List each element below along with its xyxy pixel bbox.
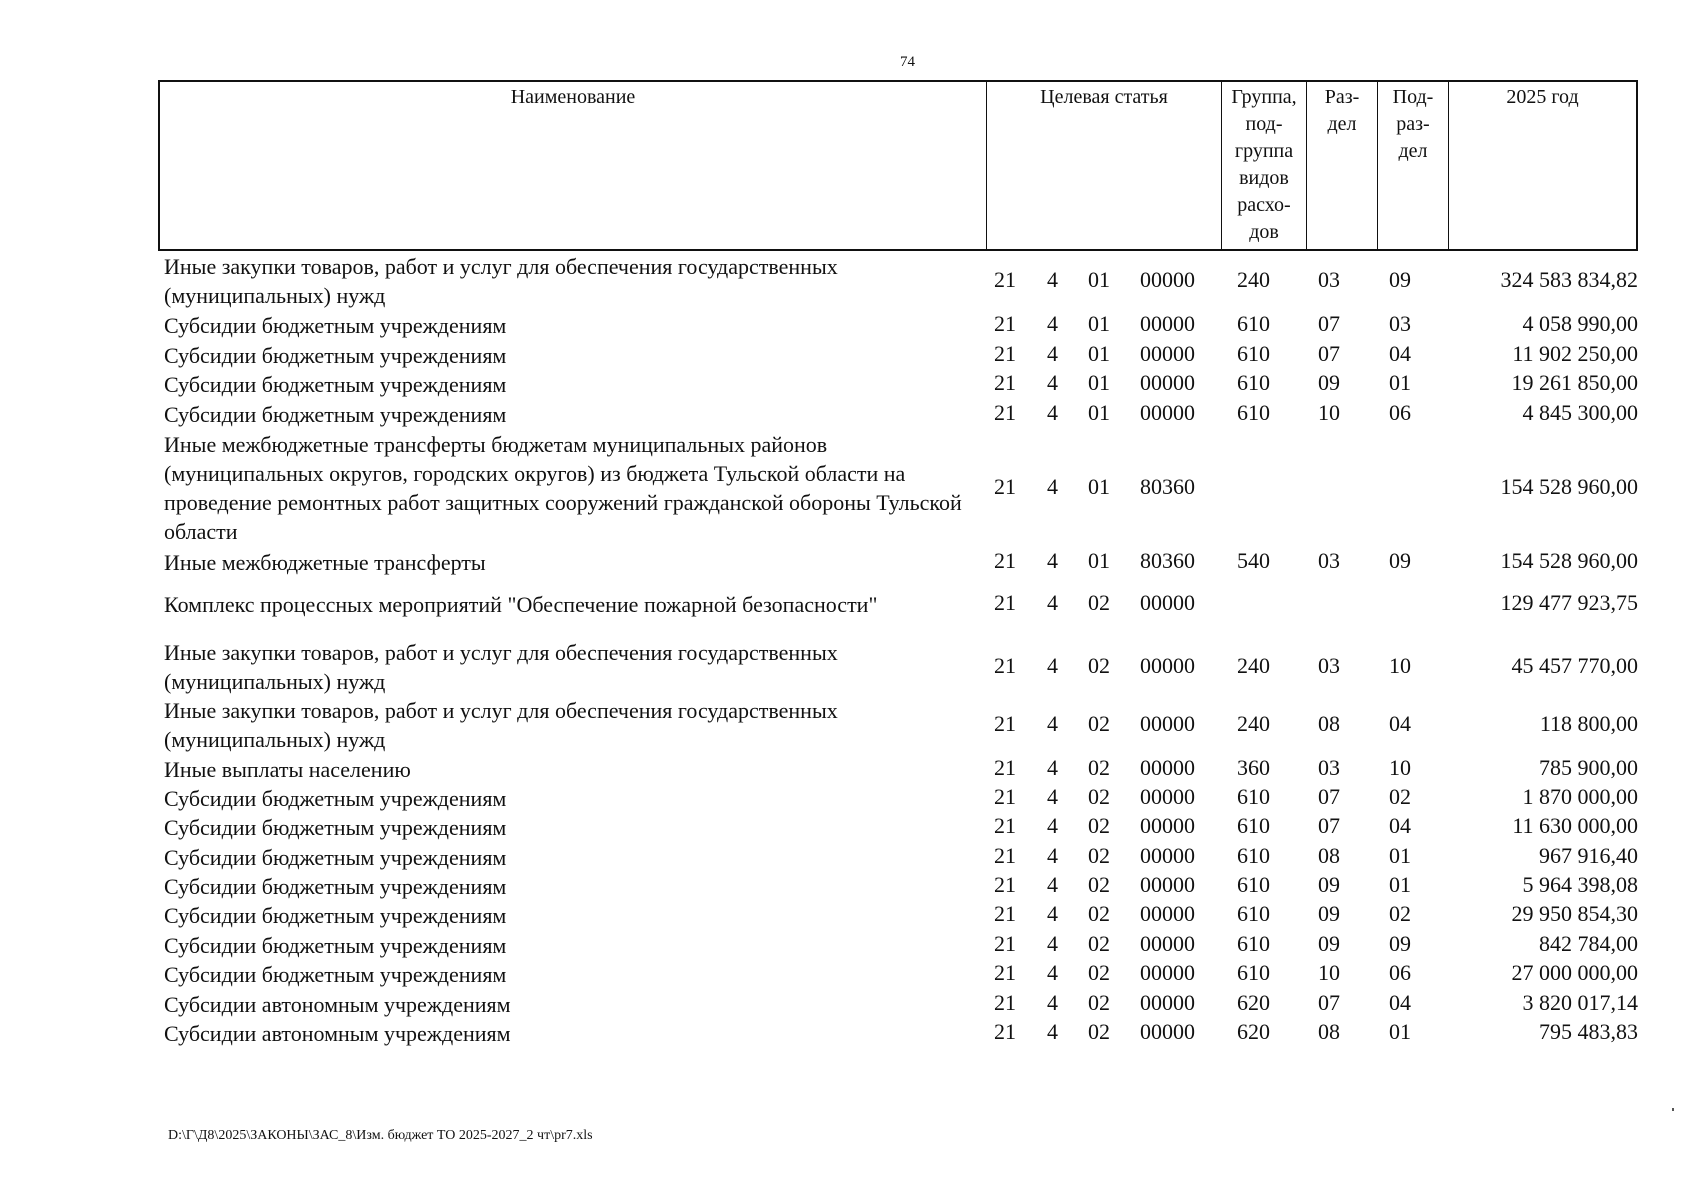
table-row (0, 872, 1696, 900)
row-name: Субсидии автономным учреждениям (164, 1021, 511, 1046)
row-section: 07 (1318, 990, 1340, 1015)
row-group: 610 (1237, 960, 1270, 985)
scan-dot (1672, 1108, 1674, 1111)
row-name: Иные закупки товаров, работ и услуг для обеспечения государственных (муниципальных) нужд (164, 698, 838, 752)
row-name: Иные межбюджетные трансферты бюджетам муниципальных районов (муниципальных округов, городских округов) из бюджета Тульской области на проведение ремонтных работ защитных сооружений гражданской обороны Тульской области (164, 432, 962, 544)
row-amount: 842 784,00 (1539, 931, 1638, 956)
row-amount: 967 916,40 (1539, 843, 1638, 868)
row-subsection: 06 (1389, 960, 1411, 985)
row-amount: 1 870 000,00 (1522, 784, 1638, 809)
row-section: 03 (1318, 267, 1340, 292)
table-row (0, 990, 1696, 1018)
row-k1: 21 (994, 653, 1016, 678)
row-name: Субсидии бюджетным учреждениям (164, 815, 507, 840)
row-k4: 00000 (1140, 267, 1195, 292)
row-k1: 21 (994, 843, 1016, 868)
row-name: Субсидии бюджетным учреждениям (164, 845, 507, 870)
row-k4: 80360 (1140, 548, 1195, 573)
row-k3: 01 (1088, 474, 1110, 499)
row-k3: 02 (1088, 872, 1110, 897)
row-group: 610 (1237, 370, 1270, 395)
row-k4: 00000 (1140, 400, 1195, 425)
row-amount: 324 583 834,82 (1500, 267, 1638, 292)
file-path-footer: D:\Г\Д8\2025\ЗАКОНЫ\ЗАС_8\Изм. бюджет ТО 2025-2027_2 чт\pr7.xls (168, 1128, 593, 1143)
row-amount: 11 630 000,00 (1512, 813, 1638, 838)
row-k3: 02 (1088, 813, 1110, 838)
row-section: 08 (1318, 843, 1340, 868)
table-row (0, 341, 1696, 369)
row-k4: 00000 (1140, 990, 1195, 1015)
row-k4: 00000 (1140, 755, 1195, 780)
row-amount: 129 477 923,75 (1500, 590, 1638, 615)
row-group: 610 (1237, 872, 1270, 897)
row-k3: 02 (1088, 990, 1110, 1015)
row-k2: 4 (1047, 1019, 1058, 1044)
row-k3: 02 (1088, 784, 1110, 809)
row-k1: 21 (994, 1019, 1016, 1044)
row-name: Иные закупки товаров, работ и услуг для обеспечения государственных (муниципальных) нужд (164, 640, 838, 694)
row-subsection: 01 (1389, 843, 1411, 868)
row-k4: 00000 (1140, 813, 1195, 838)
table-row (0, 252, 1696, 310)
row-amount: 19 261 850,00 (1511, 370, 1638, 395)
row-k2: 4 (1047, 548, 1058, 573)
page-number: 74 (900, 54, 915, 70)
row-k3: 02 (1088, 590, 1110, 615)
row-k3: 01 (1088, 548, 1110, 573)
row-k1: 21 (994, 813, 1016, 838)
row-k2: 4 (1047, 960, 1058, 985)
row-k2: 4 (1047, 311, 1058, 336)
row-amount: 118 800,00 (1539, 711, 1638, 736)
row-k2: 4 (1047, 755, 1058, 780)
table-row (0, 370, 1696, 398)
table-row (0, 901, 1696, 929)
row-section: 08 (1318, 711, 1340, 736)
table-row (0, 590, 1696, 618)
row-k1: 21 (994, 548, 1016, 573)
row-k2: 4 (1047, 474, 1058, 499)
row-subsection: 04 (1389, 990, 1411, 1015)
row-name: Субсидии бюджетным учреждениям (164, 903, 507, 928)
row-k3: 02 (1088, 653, 1110, 678)
row-group: 610 (1237, 311, 1270, 336)
row-group: 240 (1237, 653, 1270, 678)
row-k1: 21 (994, 931, 1016, 956)
row-group: 240 (1237, 711, 1270, 736)
row-group: 610 (1237, 931, 1270, 956)
row-k2: 4 (1047, 931, 1058, 956)
row-section: 09 (1318, 931, 1340, 956)
row-subsection: 09 (1389, 267, 1411, 292)
row-k2: 4 (1047, 784, 1058, 809)
header-group (1221, 82, 1306, 249)
row-subsection: 09 (1389, 931, 1411, 956)
table-row (0, 400, 1696, 428)
row-section: 10 (1318, 960, 1340, 985)
row-subsection: 02 (1389, 784, 1411, 809)
row-k4: 00000 (1140, 843, 1195, 868)
row-k3: 01 (1088, 370, 1110, 395)
table-row (0, 548, 1696, 576)
row-k4: 00000 (1140, 960, 1195, 985)
row-name: Комплекс процессных мероприятий "Обеспечение пожарной безопасности" (164, 592, 878, 617)
header-section (1306, 82, 1377, 249)
row-k4: 00000 (1140, 653, 1195, 678)
row-group: 610 (1237, 400, 1270, 425)
row-amount: 4 058 990,00 (1522, 311, 1638, 336)
row-k1: 21 (994, 872, 1016, 897)
row-amount: 154 528 960,00 (1500, 548, 1638, 573)
row-section: 10 (1318, 400, 1340, 425)
row-group: 360 (1237, 755, 1270, 780)
table-row (0, 784, 1696, 812)
row-k4: 00000 (1140, 784, 1195, 809)
row-subsection: 04 (1389, 341, 1411, 366)
row-k2: 4 (1047, 653, 1058, 678)
row-group: 540 (1237, 548, 1270, 573)
row-k1: 21 (994, 311, 1016, 336)
row-k4: 00000 (1140, 370, 1195, 395)
table-header (158, 80, 1638, 251)
row-k1: 21 (994, 400, 1016, 425)
row-k4: 00000 (1140, 1019, 1195, 1044)
row-k2: 4 (1047, 341, 1058, 366)
row-group: 610 (1237, 784, 1270, 809)
table-row (0, 843, 1696, 871)
row-k3: 02 (1088, 843, 1110, 868)
row-subsection: 03 (1389, 311, 1411, 336)
table-row (0, 960, 1696, 988)
row-name: Субсидии бюджетным учреждениям (164, 786, 507, 811)
row-group: 620 (1237, 1019, 1270, 1044)
row-k1: 21 (994, 370, 1016, 395)
row-subsection: 10 (1389, 755, 1411, 780)
row-k1: 21 (994, 590, 1016, 615)
row-k2: 4 (1047, 267, 1058, 292)
table-row (0, 813, 1696, 841)
table-row (0, 311, 1696, 339)
row-k4: 80360 (1140, 474, 1195, 499)
row-subsection: 01 (1389, 872, 1411, 897)
row-amount: 3 820 017,14 (1522, 990, 1638, 1015)
row-k3: 01 (1088, 311, 1110, 336)
row-subsection: 04 (1389, 813, 1411, 838)
row-section: 07 (1318, 813, 1340, 838)
row-k4: 00000 (1140, 872, 1195, 897)
row-group: 610 (1237, 341, 1270, 366)
row-amount: 29 950 854,30 (1511, 901, 1638, 926)
row-k2: 4 (1047, 400, 1058, 425)
row-group: 240 (1237, 267, 1270, 292)
row-section: 03 (1318, 755, 1340, 780)
header-subsection-text: Под-раз-дел (1392, 86, 1434, 162)
row-amount: 4 845 300,00 (1522, 400, 1638, 425)
row-group: 610 (1237, 813, 1270, 838)
row-k3: 02 (1088, 901, 1110, 926)
row-k2: 4 (1047, 711, 1058, 736)
row-section: 09 (1318, 872, 1340, 897)
row-subsection: 06 (1389, 400, 1411, 425)
row-name: Субсидии бюджетным учреждениям (164, 874, 507, 899)
row-name: Иные закупки товаров, работ и услуг для обеспечения государственных (муниципальных) нужд (164, 254, 838, 308)
row-name: Субсидии бюджетным учреждениям (164, 962, 507, 987)
row-section: 07 (1318, 341, 1340, 366)
row-k1: 21 (994, 711, 1016, 736)
row-subsection: 10 (1389, 653, 1411, 678)
row-k2: 4 (1047, 370, 1058, 395)
row-subsection: 01 (1389, 1019, 1411, 1044)
table-row (0, 1019, 1696, 1047)
header-name: Наименование (510, 86, 636, 108)
row-k1: 21 (994, 474, 1016, 499)
row-k4: 00000 (1140, 711, 1195, 736)
row-k1: 21 (994, 990, 1016, 1015)
table-row (0, 931, 1696, 959)
row-amount: 11 902 250,00 (1512, 341, 1638, 366)
row-amount: 785 900,00 (1539, 755, 1638, 780)
row-k4: 00000 (1140, 341, 1195, 366)
row-k2: 4 (1047, 590, 1058, 615)
table-row (0, 696, 1696, 754)
header-section-text: Раз-дел (1324, 86, 1360, 135)
row-name: Иные выплаты населению (164, 757, 411, 782)
row-group: 620 (1237, 990, 1270, 1015)
row-k3: 02 (1088, 960, 1110, 985)
row-name: Субсидии бюджетным учреждениям (164, 343, 507, 368)
row-k1: 21 (994, 901, 1016, 926)
row-name: Субсидии бюджетным учреждениям (164, 372, 507, 397)
header-target: Целевая статья (986, 82, 1221, 249)
row-amount: 45 457 770,00 (1511, 653, 1638, 678)
row-k2: 4 (1047, 872, 1058, 897)
row-name: Субсидии автономным учреждениям (164, 992, 511, 1017)
row-k4: 00000 (1140, 311, 1195, 336)
row-k2: 4 (1047, 990, 1058, 1015)
row-amount: 27 000 000,00 (1511, 960, 1638, 985)
row-subsection: 04 (1389, 711, 1411, 736)
row-k4: 00000 (1140, 590, 1195, 615)
row-subsection: 09 (1389, 548, 1411, 573)
row-subsection: 02 (1389, 901, 1411, 926)
header-group-text: Группа, под-группа видов расхо-дов (1231, 86, 1297, 243)
row-section: 09 (1318, 901, 1340, 926)
table-row (0, 638, 1696, 696)
row-amount: 154 528 960,00 (1500, 474, 1638, 499)
row-k1: 21 (994, 755, 1016, 780)
row-section: 03 (1318, 653, 1340, 678)
row-k3: 02 (1088, 711, 1110, 736)
header-year: 2025 год (1448, 82, 1636, 249)
row-k1: 21 (994, 341, 1016, 366)
row-k3: 01 (1088, 341, 1110, 366)
row-k4: 00000 (1140, 901, 1195, 926)
row-name: Иные межбюджетные трансферты (164, 550, 486, 575)
row-k2: 4 (1047, 901, 1058, 926)
table-row (0, 755, 1696, 783)
row-section: 07 (1318, 311, 1340, 336)
row-name: Субсидии бюджетным учреждениям (164, 402, 507, 427)
row-k3: 02 (1088, 755, 1110, 780)
row-k2: 4 (1047, 843, 1058, 868)
row-amount: 5 964 398,08 (1522, 872, 1638, 897)
row-k1: 21 (994, 784, 1016, 809)
row-k3: 02 (1088, 931, 1110, 956)
table-row (0, 430, 1696, 546)
row-name: Субсидии бюджетным учреждениям (164, 313, 507, 338)
row-name: Субсидии бюджетным учреждениям (164, 933, 507, 958)
row-k3: 01 (1088, 400, 1110, 425)
header-subsection (1377, 82, 1448, 249)
row-k1: 21 (994, 960, 1016, 985)
row-section: 07 (1318, 784, 1340, 809)
row-k2: 4 (1047, 813, 1058, 838)
row-k4: 00000 (1140, 931, 1195, 956)
row-subsection: 01 (1389, 370, 1411, 395)
row-k3: 01 (1088, 267, 1110, 292)
row-section: 08 (1318, 1019, 1340, 1044)
row-k1: 21 (994, 267, 1016, 292)
row-group: 610 (1237, 901, 1270, 926)
row-section: 09 (1318, 370, 1340, 395)
row-amount: 795 483,83 (1539, 1019, 1638, 1044)
row-k3: 02 (1088, 1019, 1110, 1044)
row-section: 03 (1318, 548, 1340, 573)
row-group: 610 (1237, 843, 1270, 868)
